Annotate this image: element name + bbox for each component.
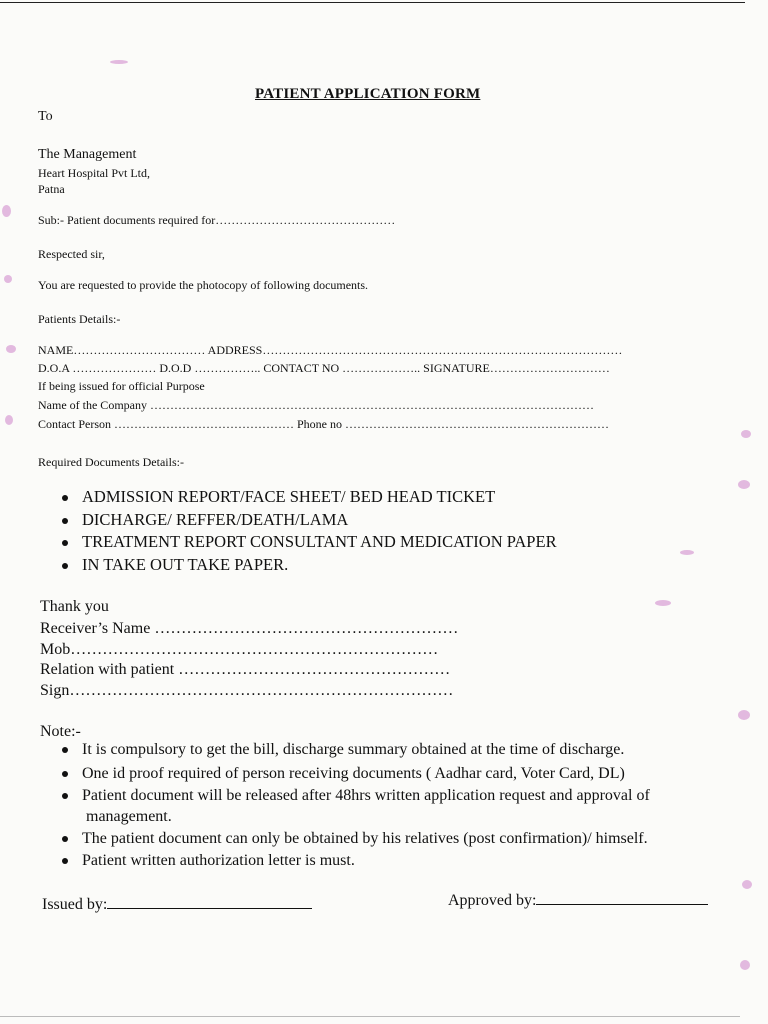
official-purpose-label: If being issued for official Purpose [38, 379, 205, 393]
scan-speck [738, 480, 750, 489]
required-doc-item: ADMISSION REPORT/FACE SHEET/ BED HEAD TICKET [62, 487, 495, 507]
salutation: Respected sir, [38, 247, 105, 261]
contact-person-row: Contact Person ……………………………………… Phone no ………………………………………………………… [38, 417, 609, 431]
form-title: PATIENT APPLICATION FORM [255, 86, 481, 102]
scan-edge-line [0, 2, 745, 3]
note-continuation: management. [86, 808, 172, 825]
issued-by-field: Issued by: [42, 896, 312, 914]
issued-by-signature-line [107, 908, 312, 909]
name-address-row: NAME…………………………… ADDRESS……………………………………………………………………………… [38, 343, 623, 357]
bullet-icon [62, 858, 68, 864]
bullet-icon [62, 836, 68, 842]
addressee-title: The Management [38, 147, 137, 162]
note-heading: Note:- [40, 723, 81, 740]
required-docs-heading: Required Documents Details:- [38, 455, 184, 469]
note-item: The patient document can only be obtained by his relatives (post confirmation)/ himself. [62, 830, 648, 848]
approved-by-signature-line [536, 904, 708, 905]
receivers-name-field: Receiver’s Name ………………………………………………… [40, 620, 459, 637]
note-item: Patient document will be released after 48hrs written application request and approval of [62, 787, 650, 805]
to-label: To [38, 109, 53, 124]
scan-speck [4, 275, 12, 283]
scan-speck [741, 430, 751, 438]
hospital-city: Patna [38, 182, 65, 196]
sign-field: Sign……………………………………………………………… [40, 682, 454, 699]
scan-speck [6, 345, 16, 353]
approved-by-field: Approved by: [448, 892, 708, 910]
hospital-name: Heart Hospital Pvt Ltd, [38, 166, 150, 180]
scan-speck [110, 60, 128, 64]
required-doc-item: IN TAKE OUT TAKE PAPER. [62, 555, 288, 575]
bullet-icon [62, 771, 68, 777]
scan-speck [742, 880, 752, 889]
bullet-icon [62, 563, 68, 569]
bullet-icon [62, 747, 68, 753]
scan-speck [738, 710, 750, 720]
thank-you: Thank you [40, 598, 109, 615]
scan-speck [5, 415, 13, 425]
note-item: It is compulsory to get the bill, discharge summary obtained at the time of discharge. [62, 741, 624, 759]
doa-dod-contact-row: D.O.A ………………… D.O.D …………….. CONTACT NO ……………….. SIGNATURE………………………… [38, 361, 610, 375]
relation-field: Relation with patient …………………………………………… [40, 661, 451, 678]
mobile-field: Mob…………………………………………………………… [40, 641, 439, 658]
note-item: One id proof required of person receiving documents ( Aadhar card, Voter Card, DL) [62, 765, 625, 783]
subject-line: Sub:- Patient documents required for……………………………………… [38, 213, 396, 227]
scan-speck [2, 205, 11, 217]
bullet-icon [62, 518, 68, 524]
scan-speck [680, 550, 694, 555]
bullet-icon [62, 495, 68, 501]
company-name-row: Name of the Company ………………………………………………………………………………………………… [38, 398, 594, 412]
bullet-icon [62, 793, 68, 799]
scan-speck [655, 600, 671, 606]
bullet-icon [62, 540, 68, 546]
request-text: You are requested to provide the photocopy of following documents. [38, 278, 369, 292]
scan-speck [740, 960, 750, 970]
scan-edge-line [0, 1016, 740, 1017]
required-doc-item: DICHARGE/ REFFER/DEATH/LAMA [62, 510, 348, 530]
required-doc-item: TREATMENT REPORT CONSULTANT AND MEDICATION PAPER [62, 532, 557, 552]
patients-details-heading: Patients Details:- [38, 312, 121, 326]
note-item: Patient written authorization letter is must. [62, 852, 355, 870]
